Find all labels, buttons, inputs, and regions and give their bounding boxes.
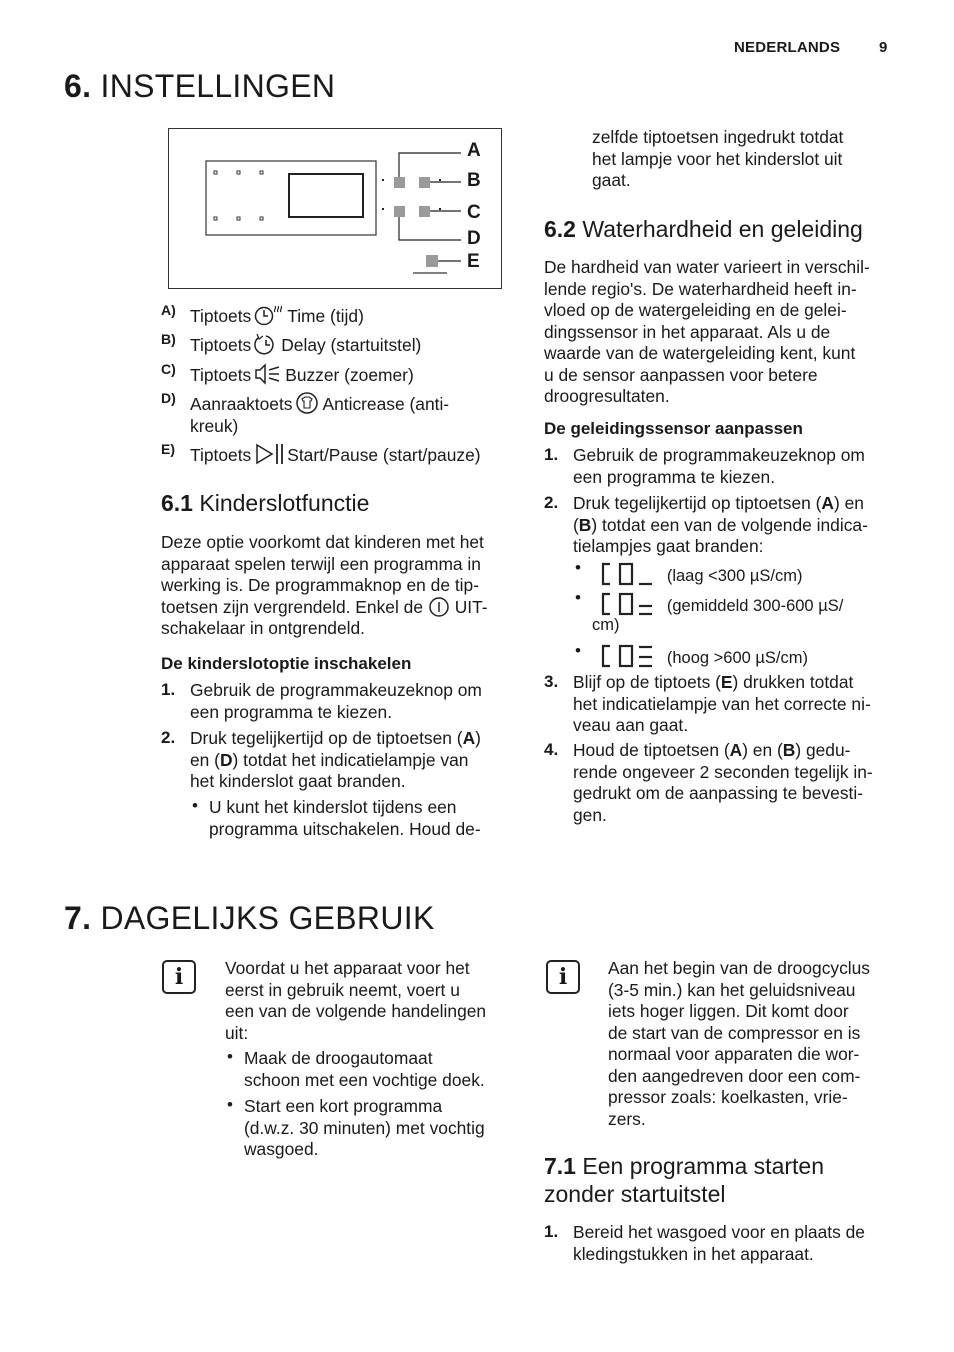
- step-line: een programma te kiezen.: [573, 466, 776, 487]
- panel-label-b: B: [467, 170, 481, 191]
- para-line: lende regio's. De waterhardheid heeft in-: [544, 278, 857, 299]
- section-6-2-title: Waterhardheid en geleiding: [582, 216, 863, 242]
- step-line: gen.: [573, 804, 607, 825]
- step-line: het kinderslot gaat branden.: [190, 771, 406, 791]
- step-text: Blijf op de tiptoets (: [573, 672, 721, 692]
- key-ref: A: [821, 493, 834, 513]
- lcd-low-display: [600, 562, 656, 586]
- step-line: [573, 493, 868, 515]
- step-text: (: [573, 514, 579, 535]
- step-line: Gebruik de programmakeuzeknop om: [573, 445, 865, 465]
- legend-item-c: [190, 363, 414, 387]
- sensor-subheading: De geleidingssensor aanpassen: [544, 419, 803, 438]
- step-text: ) en: [833, 493, 864, 513]
- info-bullet-2: [244, 1096, 485, 1161]
- bullet-dot: •: [192, 796, 198, 815]
- step-number: 2.: [161, 728, 176, 747]
- start-step-1: [573, 1222, 865, 1265]
- sensor-step-4: [573, 740, 873, 826]
- sensor-step-2: [573, 493, 868, 558]
- note-line: (3-5 min.) kan het geluidsniveau: [608, 979, 856, 1000]
- step-number: 4.: [544, 740, 559, 759]
- legend-item-d: [190, 392, 449, 437]
- step-line: [190, 750, 481, 772]
- buzzer-icon: [254, 363, 282, 385]
- para-line: dingssensor in het apparaat. Als u de: [544, 321, 831, 342]
- childlock-step-1: [190, 680, 482, 723]
- info-note-2: [608, 958, 870, 1130]
- note-line: de start van de compressor en is: [608, 1022, 861, 1043]
- section-7-1-heading: [544, 1152, 824, 1208]
- start-pause-icon: [254, 443, 284, 465]
- note-line: iets hoger liggen. Dit komt door: [608, 1001, 849, 1021]
- step-text: ) totdat een van de volgende indica-: [591, 514, 868, 535]
- legend-prefix: Tiptoets: [190, 306, 252, 326]
- step-text: ): [475, 728, 481, 748]
- panel-label-c: C: [467, 202, 481, 223]
- sensor-step-3: [573, 672, 871, 737]
- heading-line: zonder startuitstel: [544, 1181, 726, 1207]
- note-line: normaal voor apparaten die wor-: [608, 1044, 860, 1064]
- step-text: ) totdat het indicatielampje van: [232, 749, 469, 770]
- bullet-line: Start een kort programma: [244, 1096, 443, 1116]
- step-number: 1.: [544, 445, 559, 464]
- bullet-dot: •: [227, 1047, 233, 1066]
- step-text: ) gedu-: [795, 740, 851, 760]
- section-7-1-number: 7.1: [544, 1153, 576, 1179]
- lcd-medium-display: [600, 592, 656, 616]
- step-number: 3.: [544, 672, 559, 691]
- section-6-1-paragraph: [161, 532, 521, 640]
- level-low: [600, 562, 802, 588]
- info-bullet-1: [244, 1048, 485, 1091]
- sensor-step-1: [573, 445, 865, 488]
- legend-text: Time (tijd): [287, 306, 364, 326]
- bullet-line: het lampje voor het kinderslot uit: [592, 148, 843, 169]
- note-line: Aan het begin van de droogcyclus: [608, 958, 871, 978]
- step-line: Gebruik de programmakeuzeknop om: [190, 680, 482, 700]
- step-line: een programma te kiezen.: [190, 701, 393, 722]
- level-text: (gemiddeld 300-600 µS/: [666, 597, 844, 615]
- legend-key-d: D): [161, 390, 176, 406]
- section-6-2-heading: [544, 216, 863, 243]
- key-ref: E: [720, 672, 733, 692]
- para-line: vloed op de watergeleiding en de gelei-: [544, 300, 847, 320]
- key-ref: D: [219, 749, 233, 770]
- section-6-title-text: INSTELLINGEN: [100, 68, 336, 104]
- legend-key-b: B): [161, 331, 176, 347]
- note-line: Voordat u het apparaat voor het: [225, 958, 470, 978]
- bullet-line: schoon met een vochtige doek.: [244, 1069, 485, 1090]
- control-panel-drawing: [169, 129, 503, 290]
- step-line: kledingstukken in het apparaat.: [573, 1243, 814, 1264]
- step-line: gedrukt om de aanpassing te bevesti-: [573, 783, 864, 803]
- level-text: (laag <300 µS/cm): [666, 567, 803, 585]
- legend-text: Anticrease (anti-: [322, 394, 450, 414]
- bullet-dot: •: [575, 641, 581, 660]
- delay-icon: [254, 333, 278, 355]
- step-text: ) en (: [742, 740, 783, 760]
- section-6-2-number: 6.2: [544, 216, 576, 242]
- legend-prefix: Tiptoets: [190, 445, 252, 465]
- panel-label-a: A: [467, 140, 481, 161]
- para-line: werking is. De programmaknop en de tip-: [161, 575, 480, 595]
- step-line: Bereid het wasgoed voor en plaats de: [573, 1222, 865, 1242]
- info-icon: i: [546, 960, 580, 994]
- step-line: [573, 515, 868, 537]
- note-line: eerst in gebruik neemt, voert u: [225, 979, 460, 1000]
- step-number: 1.: [161, 680, 176, 699]
- section-6-1-heading: [161, 490, 369, 517]
- step-text: Houd de tiptoetsen (: [573, 740, 730, 760]
- legend-prefix: Aanraaktoets: [190, 394, 293, 414]
- step-text: Druk tegelijkertijd op de tiptoetsen (: [190, 728, 463, 748]
- para-line: [161, 597, 521, 619]
- bullet-line: gaat.: [592, 170, 631, 190]
- bullet-line: programma uitschakelen. Houd de-: [209, 818, 481, 839]
- para-line: schakelaar in ontgrendeld.: [161, 618, 365, 638]
- control-panel-illustration: [168, 128, 502, 289]
- note-line: den aangedreven door een com-: [608, 1065, 861, 1086]
- step-line: het indicatielampje van het correcte ni-: [573, 693, 871, 714]
- legend-text: Delay (startuitstel): [281, 335, 422, 355]
- step-text: ) drukken totdat: [732, 672, 854, 692]
- level-text-cont: cm): [592, 616, 620, 634]
- level-medium: [600, 592, 843, 618]
- anticrease-icon: [295, 392, 319, 414]
- section-7-title: [64, 900, 435, 937]
- note-line: een van de volgende handelingen: [225, 1001, 487, 1021]
- para-line: Deze optie voorkomt dat kinderen met het: [161, 532, 484, 552]
- childlock-step-2: [190, 728, 481, 793]
- info-note-1: [225, 958, 486, 1044]
- level-text: (hoog >600 µS/cm): [666, 649, 808, 667]
- header-language: NEDERLANDS: [734, 39, 841, 56]
- bullet-line: Maak de droogautomaat: [244, 1048, 433, 1068]
- childlock-bullet: [209, 797, 481, 840]
- bullet-dot: •: [575, 588, 581, 607]
- key-ref: B: [578, 514, 592, 535]
- section-6-1-number: 6.1: [161, 490, 193, 516]
- step-line: [573, 672, 871, 694]
- bullet-dot: •: [227, 1095, 233, 1114]
- step-line: [190, 728, 481, 750]
- key-ref: A: [729, 740, 743, 760]
- bullet-line: wasgoed.: [244, 1139, 319, 1159]
- legend-text: Buzzer (zoemer): [285, 365, 414, 385]
- step-text: Druk tegelijkertijd op tiptoetsen (: [573, 493, 822, 513]
- para-line: De hardheid van water varieert in verschil-: [544, 257, 870, 277]
- power-icon: [429, 597, 449, 617]
- panel-label-d: D: [467, 228, 481, 249]
- para-text: UIT-: [454, 596, 488, 617]
- bullet-line: (d.w.z. 30 minuten) met vochtig: [244, 1117, 485, 1138]
- section-6-2-paragraph: [544, 257, 904, 408]
- para-line: apparaat spelen terwijl een programma in: [161, 553, 481, 574]
- key-ref: B: [782, 740, 796, 760]
- para-line: droogresultaten.: [544, 386, 670, 406]
- legend-key-c: C): [161, 361, 176, 377]
- childlock-subheading: De kinderslotoptie inschakelen: [161, 654, 412, 673]
- legend-item-b: [190, 333, 421, 357]
- para-line: waarde van de watergeleiding kent, kunt: [544, 343, 856, 363]
- step-number: 2.: [544, 493, 559, 512]
- legend-text: Start/Pause (start/pauze): [287, 445, 481, 465]
- step-line: tielampjes gaat branden:: [573, 536, 764, 556]
- legend-text-cont: kreuk): [190, 415, 239, 436]
- heading-line: [544, 1152, 824, 1180]
- time-icon: [254, 304, 284, 326]
- heading-text: Een programma starten: [582, 1153, 824, 1179]
- note-line: zers.: [608, 1108, 646, 1129]
- step-line: veau aan gaat.: [573, 715, 689, 735]
- para-text: toetsen zijn vergrendeld. Enkel de: [161, 596, 423, 617]
- info-icon: i: [162, 960, 196, 994]
- section-7-title-text: DAGELIJKS GEBRUIK: [100, 900, 435, 936]
- para-line: u de sensor aanpassen voor betere: [544, 364, 818, 385]
- page-number: 9: [879, 39, 888, 56]
- bullet-line: U kunt het kinderslot tijdens een: [209, 797, 457, 817]
- childlock-bullet-continued: [592, 127, 843, 192]
- level-high: [600, 644, 808, 670]
- legend-key-e: E): [161, 441, 175, 457]
- section-6-number: 6.: [64, 68, 92, 104]
- legend-item-a: [190, 304, 364, 328]
- bullet-dot: •: [575, 558, 581, 577]
- lcd-high-display: [600, 644, 656, 668]
- section-7-number: 7.: [64, 900, 92, 936]
- key-ref: A: [462, 728, 476, 748]
- legend-prefix: Tiptoets: [190, 335, 252, 355]
- legend-item-e: [190, 443, 481, 467]
- step-number: 1.: [544, 1222, 559, 1241]
- legend-key-a: A): [161, 302, 176, 318]
- panel-label-e: E: [467, 251, 480, 272]
- step-text: en (: [190, 749, 220, 770]
- section-6-1-title: Kinderslotfunctie: [199, 490, 370, 516]
- section-6-title: [64, 68, 335, 105]
- bullet-line: zelfde tiptoetsen ingedrukt totdat: [592, 127, 844, 147]
- step-line: [573, 740, 873, 762]
- note-line: pressor zoals: koelkasten, vrie-: [608, 1087, 848, 1107]
- legend-prefix: Tiptoets: [190, 365, 252, 385]
- step-line: rende ongeveer 2 seconden tegelijk in-: [573, 761, 873, 782]
- note-line: uit:: [225, 1022, 249, 1043]
